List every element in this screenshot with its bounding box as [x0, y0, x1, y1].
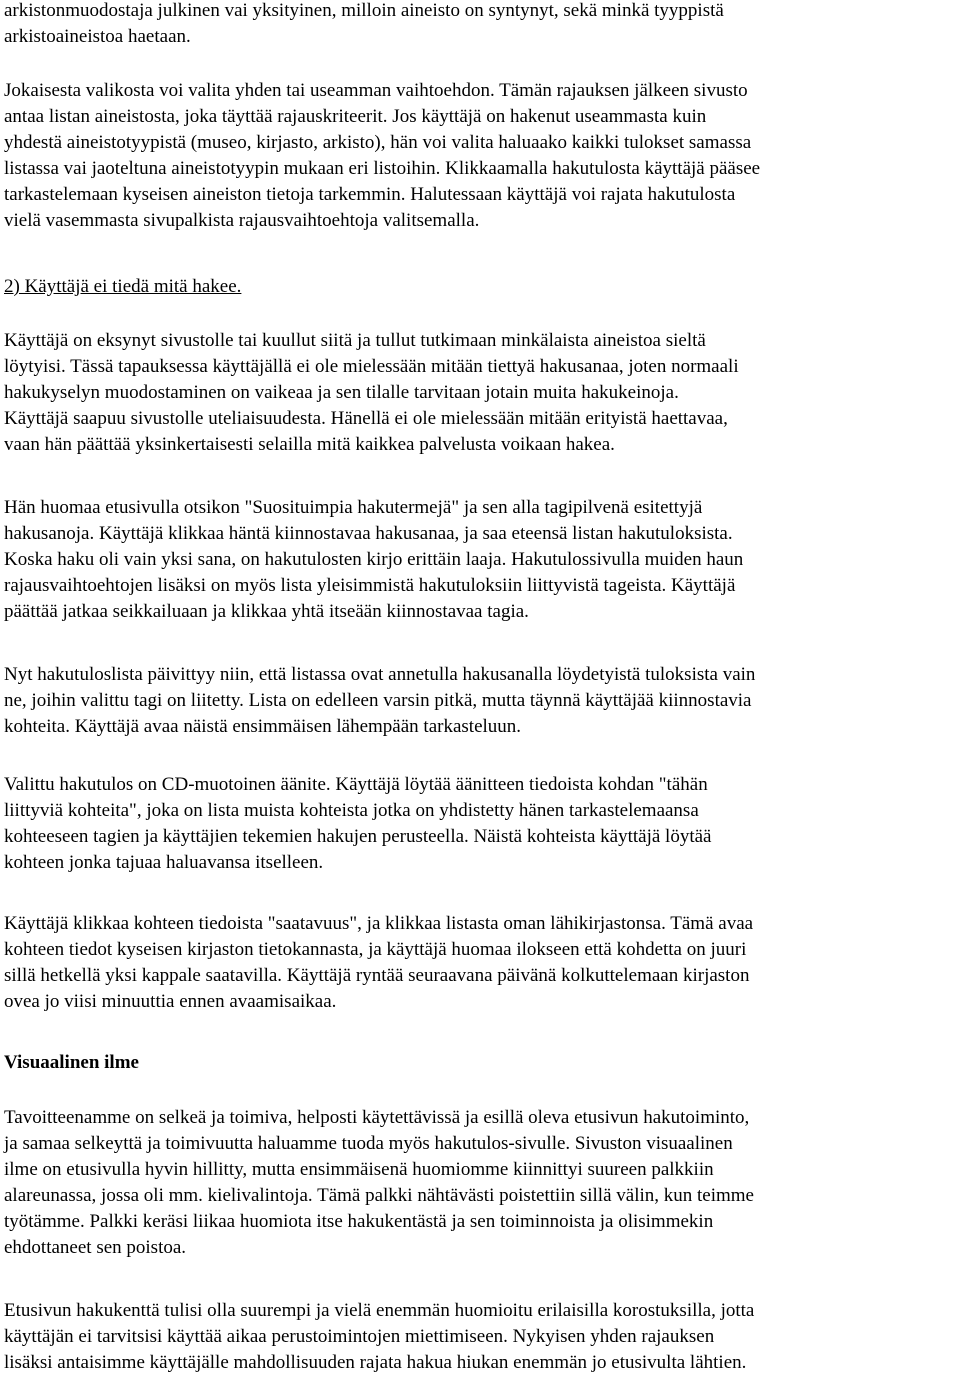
text-line: yhdestä aineistotyypistä (museo, kirjasto, arkisto), hän voi valita haluaako kaikki tulokset samassa	[4, 132, 752, 153]
text-line: hakukyselyn muodostaminen on vaikeaa ja sen tilalle tarvitaan jotain muita hakukeinoja.	[4, 382, 679, 403]
text-line: käyttäjän ei tarvitsisi käyttää aikaa perustoimintojen miettimiseen. Nykyisen yhden rajauksen	[4, 1326, 715, 1347]
paragraph	[4, 78, 958, 234]
paragraph	[4, 772, 958, 876]
text-line: Tavoitteenamme on selkeä ja toimiva, helposti käytettävissä ja esillä oleva etusivun hakutoiminto,	[4, 1107, 750, 1128]
text-line: Jokaisesta valikosta voi valita yhden tai useamman vaihtoehdon. Tämän rajauksen jälkeen sivusto	[4, 80, 748, 101]
text-line: Hän huomaa etusivulla otsikon "Suosituimpia hakutermejä" ja sen alla tagipilvenä esitettyjä	[4, 497, 703, 518]
text-line: löytyisi. Tässä tapauksessa käyttäjällä ei ole mielessään mitään tiettyä hakusanaa, joten normaali	[4, 356, 739, 377]
text-line: Käyttäjä saapuu sivustolle uteliaisuudesta. Hänellä ei ole mielessään mitään erityistä haettavaa,	[4, 408, 728, 429]
paragraph	[4, 662, 958, 740]
paragraph	[4, 911, 958, 1015]
paragraph	[4, 1298, 958, 1376]
text-line: liittyviä kohteita", joka on lista muista kohteista jotka on yhdistetty hänen tarkastelemaansa	[4, 800, 699, 821]
text-line: tarkastelemaan kyseisen aineiston tietoja tarkemmin. Halutessaan käyttäjä voi rajata hakutulosta	[4, 184, 736, 205]
text-line: vielä vasemmasta sivupalkista rajausvaihtoehtoja valitsemalla.	[4, 210, 480, 231]
text-line: päättää jatkaa seikkailuaan ja klikkaa yhtä itseään kiinnostavaa tagia.	[4, 601, 529, 622]
text-line: arkistonmuodostaja julkinen vai yksityinen, milloin aineisto on syntynyt, sekä minkä tyyppistä	[4, 0, 724, 21]
text-line: ovea jo viisi minuuttia ennen avaamisaikaa.	[4, 991, 337, 1012]
heading-text: 2) Käyttäjä ei tiedä mitä hakee.	[4, 276, 242, 297]
paragraph	[4, 495, 958, 625]
paragraph	[4, 0, 958, 50]
text-line: ne, joihin valittu tagi on liitetty. Lista on edelleen varsin pitkä, mutta täynnä käyttäjää kiinnostavia	[4, 690, 752, 711]
text-line: Koska haku oli vain yksi sana, on hakutulosten kirjo erittäin laaja. Hakutulossivulla muiden haun	[4, 549, 744, 570]
text-line: rajausvaihtoehtojen lisäksi on myös lista yleisimmistä hakutuloksiin liittyvistä tageista. Käyttäjä	[4, 575, 736, 596]
paragraph	[4, 328, 958, 458]
text-line: Valittu hakutulos on CD-muotoinen äänite. Käyttäjä löytää äänitteen tiedoista kohdan "tähän	[4, 774, 708, 795]
text-line: kohteeseen tagien ja käyttäjien tekemien hakujen perusteella. Näistä kohteista käyttäjä löytää	[4, 826, 712, 847]
text-line: ilme on etusivulla hyvin hillitty, mutta ensimmäisenä huomiomme kiinnittyi suureen palkkiin	[4, 1159, 714, 1180]
text-line: alareunassa, jossa oli mm. kielivalintoja. Tämä palkki nähtävästi poistettiin sillä välin, kun teimme	[4, 1185, 754, 1206]
text-line: ehdottaneet sen poistoa.	[4, 1237, 187, 1258]
text-line: sillä hetkellä yksi kappale saatavilla. Käyttäjä ryntää seuraavana päivänä kolkuttelemaan kirjaston	[4, 965, 750, 986]
section-heading-scenario-2	[4, 274, 958, 300]
text-line: Käyttäjä klikkaa kohteen tiedoista "saatavuus", ja klikkaa listasta oman lähikirjastonsa. Tämä avaa	[4, 913, 754, 934]
text-line: Nyt hakutuloslista päivittyy niin, että listassa ovat annetulla hakusanalla löydetyistä tuloksista vain	[4, 664, 756, 685]
text-line: hakusanoja. Käyttäjä klikkaa häntä kiinnostavaa hakusanaa, ja saa eteensä listan hakutuloksista.	[4, 523, 733, 544]
text-line: Käyttäjä on eksynyt sivustolle tai kuullut siitä ja tullut tutkimaan minkälaista aineistoa sieltä	[4, 330, 706, 351]
text-line: lisäksi antaisimme käyttäjälle mahdollisuuden rajata hakua hiukan enemmän jo etusivulta lähtien.	[4, 1352, 747, 1373]
text-line: työtämme. Palkki keräsi liikaa huomiota itse hakukentästä ja sen toiminnoista ja olisimmekin	[4, 1211, 714, 1232]
text-line: kohteen tiedot kyseisen kirjaston tietokannasta, ja käyttäjä huomaa ilokseen että kohdetta on juuri	[4, 939, 747, 960]
text-line: vaan hän päättää yksinkertaisesti selailla mitä kaikkea palvelusta voikaan hakea.	[4, 434, 615, 455]
section-heading-visual-identity	[4, 1050, 958, 1076]
text-line: kohteita. Käyttäjä avaa näistä ensimmäisen lähempään tarkasteluun.	[4, 716, 522, 737]
text-line: antaa listan aineistosta, joka täyttää rajauskriteerit. Jos käyttäjä on hakenut useammasta kuin	[4, 106, 707, 127]
text-line: Etusivun hakukenttä tulisi olla suurempi ja vielä enemmän huomioitu erilaisilla korostuksilla, jotta	[4, 1300, 755, 1321]
text-line: listassa vai jaoteltuna aineistotyypin mukaan eri listoihin. Klikkaamalla hakutulosta käyttäjä pääsee	[4, 158, 761, 179]
paragraph	[4, 1105, 958, 1261]
text-line: kohteen jonka tajuaa haluavansa itselleen.	[4, 852, 324, 873]
heading-text: Visuaalinen ilme	[4, 1052, 139, 1073]
text-line: arkistoaineistoa haetaan.	[4, 26, 191, 47]
text-line: ja samaa selkeyttä ja toimivuutta haluamme tuoda myös hakutulos-sivulle. Sivuston visuaalinen	[4, 1133, 733, 1154]
